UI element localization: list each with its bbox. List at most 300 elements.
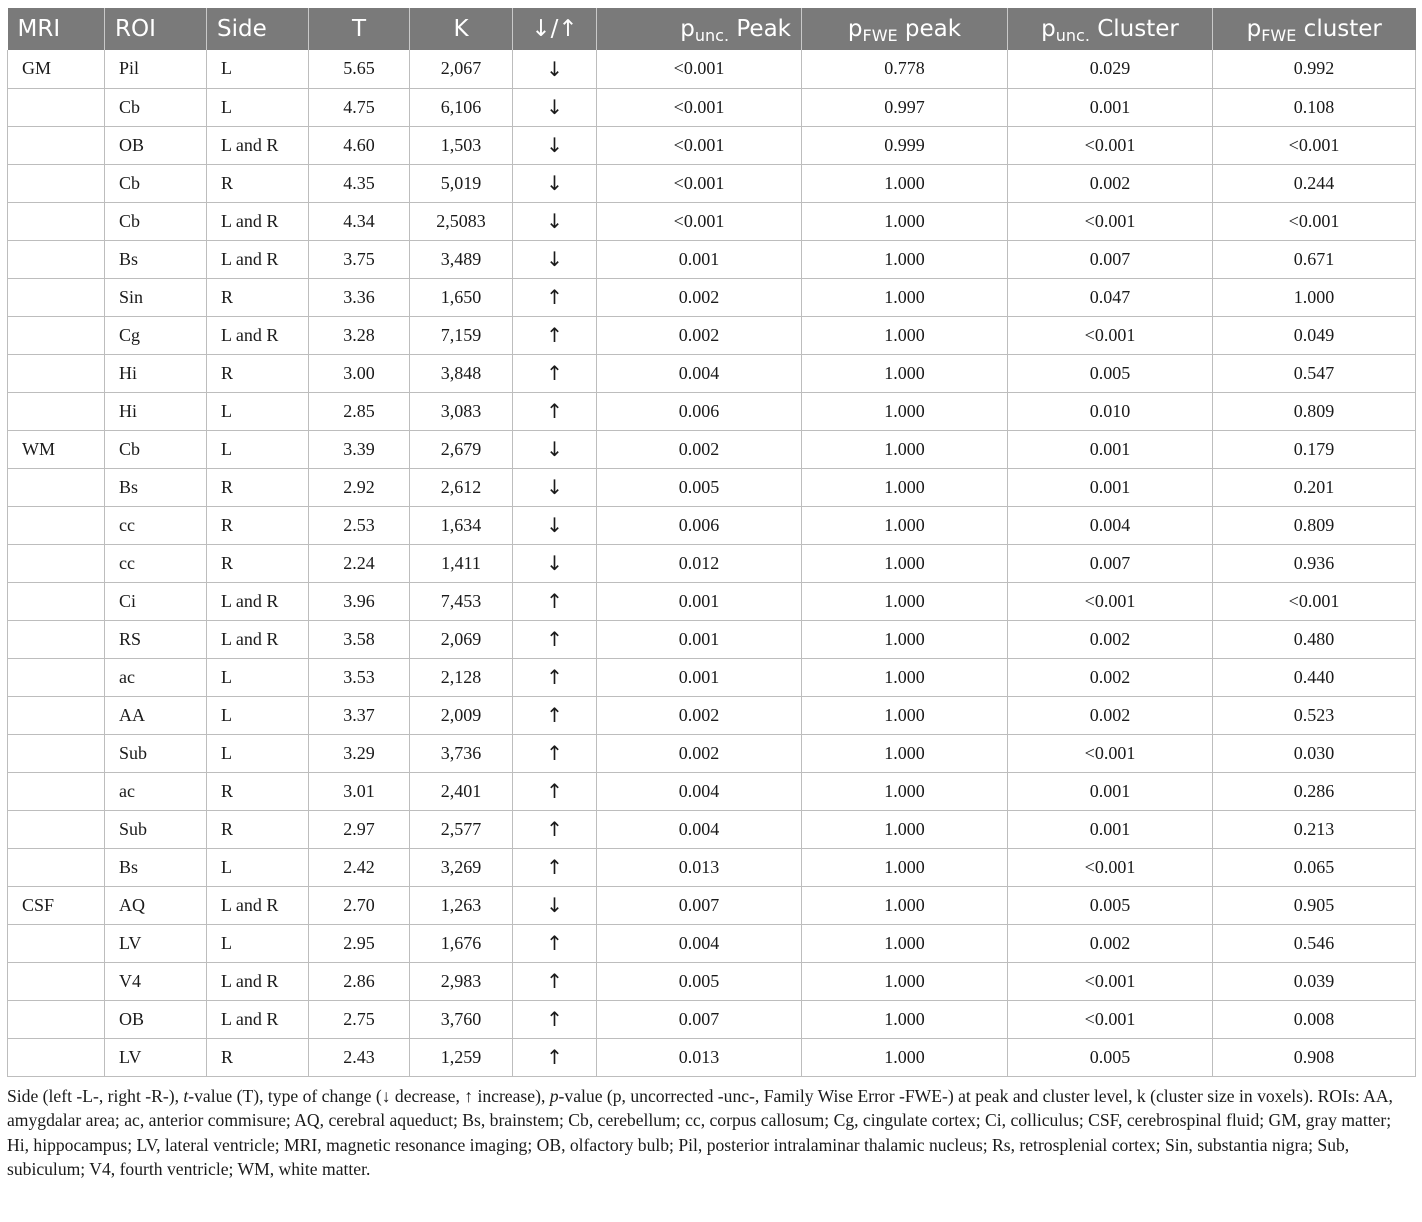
cell-p-unc-peak: 0.007 bbox=[597, 886, 802, 924]
cell-p-unc-cluster: 0.002 bbox=[1008, 696, 1213, 734]
cell-side: L bbox=[207, 430, 309, 468]
table-row bbox=[8, 772, 1416, 810]
cell-k: 2,577 bbox=[410, 810, 513, 848]
cell-t: 3.01 bbox=[309, 772, 410, 810]
table-row bbox=[8, 886, 1416, 924]
cell-t: 2.42 bbox=[309, 848, 410, 886]
cell-p-fwe-cluster: 0.201 bbox=[1213, 468, 1416, 506]
cell-p-unc-cluster: 0.010 bbox=[1008, 392, 1213, 430]
cell-k: 7,453 bbox=[410, 582, 513, 620]
cell-side: L and R bbox=[207, 202, 309, 240]
cell-p-fwe-cluster: 0.547 bbox=[1213, 354, 1416, 392]
cell-p-unc-cluster: 0.007 bbox=[1008, 240, 1213, 278]
table-header bbox=[8, 8, 1416, 50]
cell-p-unc-cluster: <0.001 bbox=[1008, 1000, 1213, 1038]
cell-mri bbox=[8, 506, 105, 544]
cell-t: 2.92 bbox=[309, 468, 410, 506]
cell-p-unc-peak: 0.001 bbox=[597, 582, 802, 620]
table-row bbox=[8, 924, 1416, 962]
cell-p-unc-peak: <0.001 bbox=[597, 50, 802, 88]
cell-t: 2.97 bbox=[309, 810, 410, 848]
cell-k: 1,503 bbox=[410, 126, 513, 164]
cell-side: L and R bbox=[207, 886, 309, 924]
cell-side: R bbox=[207, 164, 309, 202]
table-row bbox=[8, 696, 1416, 734]
cell-p-fwe-peak: 1.000 bbox=[802, 886, 1008, 924]
cell-p-unc-cluster: <0.001 bbox=[1008, 848, 1213, 886]
cell-direction: ↓ bbox=[513, 430, 597, 468]
cell-k: 5,019 bbox=[410, 164, 513, 202]
cell-roi: Sin bbox=[105, 278, 207, 316]
cell-roi: RS bbox=[105, 620, 207, 658]
cell-t: 2.70 bbox=[309, 886, 410, 924]
cell-p-fwe-cluster: 0.809 bbox=[1213, 392, 1416, 430]
cell-mri bbox=[8, 620, 105, 658]
cell-mri bbox=[8, 88, 105, 126]
cell-direction: ↑ bbox=[513, 354, 597, 392]
cell-p-fwe-peak: 1.000 bbox=[802, 316, 1008, 354]
cell-t: 3.29 bbox=[309, 734, 410, 772]
cell-direction: ↓ bbox=[513, 164, 597, 202]
cell-p-unc-cluster: 0.001 bbox=[1008, 88, 1213, 126]
cell-k: 3,269 bbox=[410, 848, 513, 886]
cell-k: 2,401 bbox=[410, 772, 513, 810]
cell-p-fwe-peak: 1.000 bbox=[802, 924, 1008, 962]
cell-p-unc-peak: 0.002 bbox=[597, 696, 802, 734]
cell-direction: ↑ bbox=[513, 278, 597, 316]
cell-k: 3,760 bbox=[410, 1000, 513, 1038]
cell-roi: LV bbox=[105, 1038, 207, 1076]
cell-mri bbox=[8, 734, 105, 772]
cell-p-unc-cluster: 0.005 bbox=[1008, 886, 1213, 924]
cell-p-unc-cluster: 0.001 bbox=[1008, 772, 1213, 810]
cell-p-fwe-peak: 1.000 bbox=[802, 582, 1008, 620]
cell-p-fwe-cluster: 1.000 bbox=[1213, 278, 1416, 316]
cell-side: L and R bbox=[207, 126, 309, 164]
cell-mri bbox=[8, 696, 105, 734]
cell-roi: Cb bbox=[105, 164, 207, 202]
header-t: T bbox=[309, 8, 410, 50]
cell-direction: ↓ bbox=[513, 126, 597, 164]
cell-p-unc-cluster: 0.002 bbox=[1008, 620, 1213, 658]
cell-side: R bbox=[207, 544, 309, 582]
cell-p-fwe-cluster: 0.030 bbox=[1213, 734, 1416, 772]
cell-roi: Sub bbox=[105, 810, 207, 848]
table-row bbox=[8, 126, 1416, 164]
cell-roi: OB bbox=[105, 126, 207, 164]
cell-side: R bbox=[207, 468, 309, 506]
cell-p-unc-peak: 0.002 bbox=[597, 734, 802, 772]
cell-side: L bbox=[207, 50, 309, 88]
cell-p-unc-cluster: 0.001 bbox=[1008, 430, 1213, 468]
cell-p-fwe-cluster: <0.001 bbox=[1213, 202, 1416, 240]
header-mri: MRI bbox=[8, 8, 105, 50]
table-body bbox=[8, 50, 1416, 1076]
cell-roi: V4 bbox=[105, 962, 207, 1000]
cell-k: 3,489 bbox=[410, 240, 513, 278]
cell-p-fwe-peak: 1.000 bbox=[802, 202, 1008, 240]
cell-p-fwe-cluster: 0.480 bbox=[1213, 620, 1416, 658]
table-row bbox=[8, 430, 1416, 468]
cell-p-fwe-cluster: 0.213 bbox=[1213, 810, 1416, 848]
table-row bbox=[8, 658, 1416, 696]
cell-direction: ↑ bbox=[513, 658, 597, 696]
cell-side: L and R bbox=[207, 620, 309, 658]
cell-p-unc-cluster: <0.001 bbox=[1008, 202, 1213, 240]
cell-k: 2,069 bbox=[410, 620, 513, 658]
cell-p-unc-peak: 0.004 bbox=[597, 810, 802, 848]
cell-side: R bbox=[207, 1038, 309, 1076]
cell-k: 1,650 bbox=[410, 278, 513, 316]
cell-p-unc-peak: 0.005 bbox=[597, 468, 802, 506]
cell-roi: OB bbox=[105, 1000, 207, 1038]
cell-p-fwe-peak: 1.000 bbox=[802, 772, 1008, 810]
cell-side: L bbox=[207, 848, 309, 886]
cell-side: L and R bbox=[207, 316, 309, 354]
cell-direction: ↓ bbox=[513, 240, 597, 278]
cell-p-unc-peak: <0.001 bbox=[597, 126, 802, 164]
cell-mri bbox=[8, 658, 105, 696]
cell-side: R bbox=[207, 772, 309, 810]
cell-roi: cc bbox=[105, 544, 207, 582]
cell-mri bbox=[8, 278, 105, 316]
cell-mri bbox=[8, 316, 105, 354]
cell-k: 3,736 bbox=[410, 734, 513, 772]
cell-t: 2.43 bbox=[309, 1038, 410, 1076]
cell-direction: ↑ bbox=[513, 962, 597, 1000]
cell-p-fwe-cluster: 0.049 bbox=[1213, 316, 1416, 354]
cell-p-unc-peak: <0.001 bbox=[597, 88, 802, 126]
cell-p-fwe-peak: 1.000 bbox=[802, 544, 1008, 582]
cell-k: 7,159 bbox=[410, 316, 513, 354]
cell-t: 2.75 bbox=[309, 1000, 410, 1038]
cell-p-fwe-cluster: 0.440 bbox=[1213, 658, 1416, 696]
cell-direction: ↑ bbox=[513, 1038, 597, 1076]
cell-p-unc-peak: 0.002 bbox=[597, 430, 802, 468]
cell-mri bbox=[8, 202, 105, 240]
cell-k: 3,848 bbox=[410, 354, 513, 392]
cell-p-unc-peak: <0.001 bbox=[597, 164, 802, 202]
cell-k: 2,009 bbox=[410, 696, 513, 734]
cell-p-fwe-cluster: 0.546 bbox=[1213, 924, 1416, 962]
cell-p-fwe-peak: 1.000 bbox=[802, 1000, 1008, 1038]
table-row bbox=[8, 582, 1416, 620]
cell-roi: Ci bbox=[105, 582, 207, 620]
cell-p-unc-peak: 0.013 bbox=[597, 848, 802, 886]
cell-roi: Cb bbox=[105, 202, 207, 240]
cell-roi: Cb bbox=[105, 430, 207, 468]
cell-p-fwe-cluster: 0.179 bbox=[1213, 430, 1416, 468]
table-row bbox=[8, 962, 1416, 1000]
cell-mri bbox=[8, 354, 105, 392]
cell-t: 4.35 bbox=[309, 164, 410, 202]
table-row bbox=[8, 240, 1416, 278]
cell-side: L bbox=[207, 734, 309, 772]
cell-side: L and R bbox=[207, 582, 309, 620]
cell-t: 4.60 bbox=[309, 126, 410, 164]
cell-p-unc-cluster: <0.001 bbox=[1008, 316, 1213, 354]
cell-t: 4.75 bbox=[309, 88, 410, 126]
cell-p-fwe-peak: 0.997 bbox=[802, 88, 1008, 126]
cell-k: 1,259 bbox=[410, 1038, 513, 1076]
cell-direction: ↓ bbox=[513, 544, 597, 582]
table-row bbox=[8, 620, 1416, 658]
cell-direction: ↑ bbox=[513, 772, 597, 810]
cell-side: R bbox=[207, 506, 309, 544]
cell-t: 3.96 bbox=[309, 582, 410, 620]
cell-p-unc-peak: 0.006 bbox=[597, 392, 802, 430]
cell-p-fwe-cluster: 0.039 bbox=[1213, 962, 1416, 1000]
cell-side: L bbox=[207, 924, 309, 962]
cell-p-fwe-cluster: 0.065 bbox=[1213, 848, 1416, 886]
cell-p-unc-cluster: 0.004 bbox=[1008, 506, 1213, 544]
cell-p-unc-peak: 0.002 bbox=[597, 278, 802, 316]
cell-p-unc-peak: 0.001 bbox=[597, 620, 802, 658]
cell-side: L and R bbox=[207, 1000, 309, 1038]
cell-side: L bbox=[207, 696, 309, 734]
cell-p-fwe-peak: 1.000 bbox=[802, 506, 1008, 544]
header-k: K bbox=[410, 8, 513, 50]
cell-roi: Hi bbox=[105, 354, 207, 392]
cell-t: 2.95 bbox=[309, 924, 410, 962]
table-row bbox=[8, 278, 1416, 316]
cell-direction: ↓ bbox=[513, 88, 597, 126]
cell-p-unc-cluster: <0.001 bbox=[1008, 962, 1213, 1000]
cell-mri bbox=[8, 164, 105, 202]
cell-direction: ↑ bbox=[513, 924, 597, 962]
table-row bbox=[8, 164, 1416, 202]
cell-p-fwe-peak: 1.000 bbox=[802, 468, 1008, 506]
cell-k: 2,612 bbox=[410, 468, 513, 506]
cell-direction: ↑ bbox=[513, 316, 597, 354]
cell-mri bbox=[8, 1038, 105, 1076]
cell-t: 2.53 bbox=[309, 506, 410, 544]
cell-direction: ↓ bbox=[513, 202, 597, 240]
cell-direction: ↓ bbox=[513, 50, 597, 88]
cell-mri: GM bbox=[8, 50, 105, 88]
cell-roi: Hi bbox=[105, 392, 207, 430]
cell-t: 3.37 bbox=[309, 696, 410, 734]
cell-mri bbox=[8, 772, 105, 810]
cell-roi: Pil bbox=[105, 50, 207, 88]
cell-k: 3,083 bbox=[410, 392, 513, 430]
cell-k: 1,676 bbox=[410, 924, 513, 962]
cell-p-fwe-cluster: 0.908 bbox=[1213, 1038, 1416, 1076]
cell-p-fwe-cluster: 0.992 bbox=[1213, 50, 1416, 88]
table-row bbox=[8, 50, 1416, 88]
cell-t: 2.86 bbox=[309, 962, 410, 1000]
cell-p-unc-peak: 0.004 bbox=[597, 354, 802, 392]
cell-k: 2,983 bbox=[410, 962, 513, 1000]
cell-p-unc-peak: <0.001 bbox=[597, 202, 802, 240]
cell-t: 3.00 bbox=[309, 354, 410, 392]
table-row bbox=[8, 848, 1416, 886]
cell-direction: ↑ bbox=[513, 1000, 597, 1038]
cell-p-fwe-cluster: <0.001 bbox=[1213, 126, 1416, 164]
results-document bbox=[7, 8, 1415, 1182]
cell-direction: ↑ bbox=[513, 582, 597, 620]
cell-p-unc-peak: 0.002 bbox=[597, 316, 802, 354]
cell-p-unc-peak: 0.006 bbox=[597, 506, 802, 544]
cell-p-fwe-cluster: 0.936 bbox=[1213, 544, 1416, 582]
cell-p-unc-cluster: <0.001 bbox=[1008, 126, 1213, 164]
cell-t: 4.34 bbox=[309, 202, 410, 240]
cell-roi: Sub bbox=[105, 734, 207, 772]
cell-t: 3.28 bbox=[309, 316, 410, 354]
cell-roi: Bs bbox=[105, 240, 207, 278]
cell-p-unc-cluster: 0.047 bbox=[1008, 278, 1213, 316]
cell-direction: ↓ bbox=[513, 506, 597, 544]
table-row bbox=[8, 88, 1416, 126]
cell-roi: ac bbox=[105, 772, 207, 810]
cell-k: 2,679 bbox=[410, 430, 513, 468]
table-row bbox=[8, 202, 1416, 240]
cell-mri bbox=[8, 848, 105, 886]
cell-p-fwe-peak: 1.000 bbox=[802, 164, 1008, 202]
cell-p-unc-cluster: 0.002 bbox=[1008, 658, 1213, 696]
cell-k: 2,128 bbox=[410, 658, 513, 696]
cell-p-fwe-cluster: <0.001 bbox=[1213, 582, 1416, 620]
cell-p-unc-cluster: 0.002 bbox=[1008, 924, 1213, 962]
cell-mri bbox=[8, 392, 105, 430]
cell-p-unc-cluster: 0.001 bbox=[1008, 810, 1213, 848]
header-side: Side bbox=[207, 8, 309, 50]
cell-direction: ↑ bbox=[513, 810, 597, 848]
table-row bbox=[8, 1038, 1416, 1076]
cell-roi: AQ bbox=[105, 886, 207, 924]
cell-k: 1,263 bbox=[410, 886, 513, 924]
cell-p-unc-peak: 0.004 bbox=[597, 924, 802, 962]
cell-t: 3.36 bbox=[309, 278, 410, 316]
header-p-fwe-cluster: $p_{FWE}$ cluster bbox=[1213, 8, 1416, 50]
cell-p-unc-cluster: 0.007 bbox=[1008, 544, 1213, 582]
cell-t: 3.39 bbox=[309, 430, 410, 468]
table-row bbox=[8, 468, 1416, 506]
cell-p-fwe-peak: 1.000 bbox=[802, 658, 1008, 696]
cell-mri: WM bbox=[8, 430, 105, 468]
cell-p-fwe-peak: 1.000 bbox=[802, 734, 1008, 772]
cell-p-fwe-peak: 1.000 bbox=[802, 848, 1008, 886]
cell-p-fwe-peak: 1.000 bbox=[802, 240, 1008, 278]
cell-k: 1,634 bbox=[410, 506, 513, 544]
results-table bbox=[7, 8, 1416, 1077]
cell-p-unc-peak: 0.007 bbox=[597, 1000, 802, 1038]
cell-p-fwe-peak: 1.000 bbox=[802, 354, 1008, 392]
table-row bbox=[8, 506, 1416, 544]
cell-p-fwe-peak: 1.000 bbox=[802, 962, 1008, 1000]
header-p-fwe-peak: $p_{FWE}$ peak bbox=[802, 8, 1008, 50]
cell-p-unc-peak: 0.005 bbox=[597, 962, 802, 1000]
cell-t: 3.75 bbox=[309, 240, 410, 278]
cell-roi: LV bbox=[105, 924, 207, 962]
cell-mri bbox=[8, 544, 105, 582]
cell-p-fwe-peak: 1.000 bbox=[802, 278, 1008, 316]
cell-side: L bbox=[207, 658, 309, 696]
cell-side: R bbox=[207, 810, 309, 848]
cell-mri bbox=[8, 582, 105, 620]
cell-direction: ↑ bbox=[513, 734, 597, 772]
cell-mri bbox=[8, 810, 105, 848]
table-row bbox=[8, 734, 1416, 772]
cell-p-fwe-cluster: 0.809 bbox=[1213, 506, 1416, 544]
cell-p-fwe-peak: 1.000 bbox=[802, 430, 1008, 468]
cell-mri bbox=[8, 962, 105, 1000]
cell-roi: cc bbox=[105, 506, 207, 544]
cell-roi: ac bbox=[105, 658, 207, 696]
cell-mri bbox=[8, 1000, 105, 1038]
table-footnote: Side (left -L-, right -R-), t-value (T), type of change (↓ decrease, ↑ increase), p-value (p, uncorrected -unc-, Family Wise Error -FWE-) at peak and cluster level, k (cluster size in voxels). ROIs: AA, amygdalar area; ac, anterior commisure; AQ, cerebral aqueduct; Bs, brainstem; Cb, cerebellum; cc, corpus callosum; Cg, cingulate cortex; Ci, colliculus; CSF, cerebrospinal fluid; GM, gray matter; Hi, hippocampus; LV, lateral ventricle; MRI, magnetic resonance imaging; OB, olfactory bulb; Pil, posterior intralaminar thalamic nucleus; Rs, retrosplenial cortex; Sin, substantia nigra; Sub, subiculum; V4, fourth ventricle; WM, white matter. bbox=[7, 1085, 1393, 1179]
header-p-unc-cluster: $p_{unc.}$ Cluster bbox=[1008, 8, 1213, 50]
cell-p-fwe-peak: 1.000 bbox=[802, 1038, 1008, 1076]
cell-k: 2,067 bbox=[410, 50, 513, 88]
cell-p-fwe-cluster: 0.244 bbox=[1213, 164, 1416, 202]
cell-p-fwe-peak: 1.000 bbox=[802, 392, 1008, 430]
cell-t: 2.85 bbox=[309, 392, 410, 430]
cell-side: R bbox=[207, 354, 309, 392]
cell-side: R bbox=[207, 278, 309, 316]
cell-p-fwe-peak: 1.000 bbox=[802, 810, 1008, 848]
cell-p-unc-cluster: 0.002 bbox=[1008, 164, 1213, 202]
cell-p-fwe-cluster: 0.108 bbox=[1213, 88, 1416, 126]
cell-p-fwe-cluster: 0.523 bbox=[1213, 696, 1416, 734]
header-direction: ↓/↑ bbox=[513, 8, 597, 50]
cell-direction: ↑ bbox=[513, 392, 597, 430]
cell-t: 2.24 bbox=[309, 544, 410, 582]
cell-p-unc-cluster: 0.005 bbox=[1008, 1038, 1213, 1076]
cell-p-fwe-peak: 1.000 bbox=[802, 620, 1008, 658]
cell-mri bbox=[8, 924, 105, 962]
table-row bbox=[8, 392, 1416, 430]
cell-roi: Cb bbox=[105, 88, 207, 126]
cell-side: L bbox=[207, 392, 309, 430]
cell-roi: Bs bbox=[105, 848, 207, 886]
cell-p-unc-peak: 0.001 bbox=[597, 658, 802, 696]
cell-direction: ↑ bbox=[513, 848, 597, 886]
cell-p-fwe-peak: 1.000 bbox=[802, 696, 1008, 734]
cell-p-unc-cluster: <0.001 bbox=[1008, 582, 1213, 620]
header-p-unc-peak: $p_{unc.}$ Peak bbox=[597, 8, 802, 50]
cell-p-unc-cluster: 0.005 bbox=[1008, 354, 1213, 392]
cell-p-unc-cluster: <0.001 bbox=[1008, 734, 1213, 772]
cell-t: 3.58 bbox=[309, 620, 410, 658]
cell-mri bbox=[8, 468, 105, 506]
cell-p-fwe-cluster: 0.008 bbox=[1213, 1000, 1416, 1038]
cell-p-fwe-peak: 0.778 bbox=[802, 50, 1008, 88]
cell-p-unc-peak: 0.013 bbox=[597, 1038, 802, 1076]
cell-p-unc-peak: 0.012 bbox=[597, 544, 802, 582]
cell-side: L and R bbox=[207, 962, 309, 1000]
cell-roi: AA bbox=[105, 696, 207, 734]
table-row bbox=[8, 354, 1416, 392]
cell-roi: Bs bbox=[105, 468, 207, 506]
header-roi: ROI bbox=[105, 8, 207, 50]
cell-p-fwe-peak: 0.999 bbox=[802, 126, 1008, 164]
cell-t: 3.53 bbox=[309, 658, 410, 696]
cell-mri bbox=[8, 126, 105, 164]
cell-direction: ↓ bbox=[513, 468, 597, 506]
table-row bbox=[8, 1000, 1416, 1038]
cell-p-unc-peak: 0.001 bbox=[597, 240, 802, 278]
cell-k: 1,411 bbox=[410, 544, 513, 582]
cell-k: 6,106 bbox=[410, 88, 513, 126]
table-row bbox=[8, 316, 1416, 354]
cell-direction: ↓ bbox=[513, 886, 597, 924]
table-row bbox=[8, 810, 1416, 848]
cell-mri: CSF bbox=[8, 886, 105, 924]
cell-p-fwe-cluster: 0.671 bbox=[1213, 240, 1416, 278]
cell-mri bbox=[8, 240, 105, 278]
cell-side: L bbox=[207, 88, 309, 126]
